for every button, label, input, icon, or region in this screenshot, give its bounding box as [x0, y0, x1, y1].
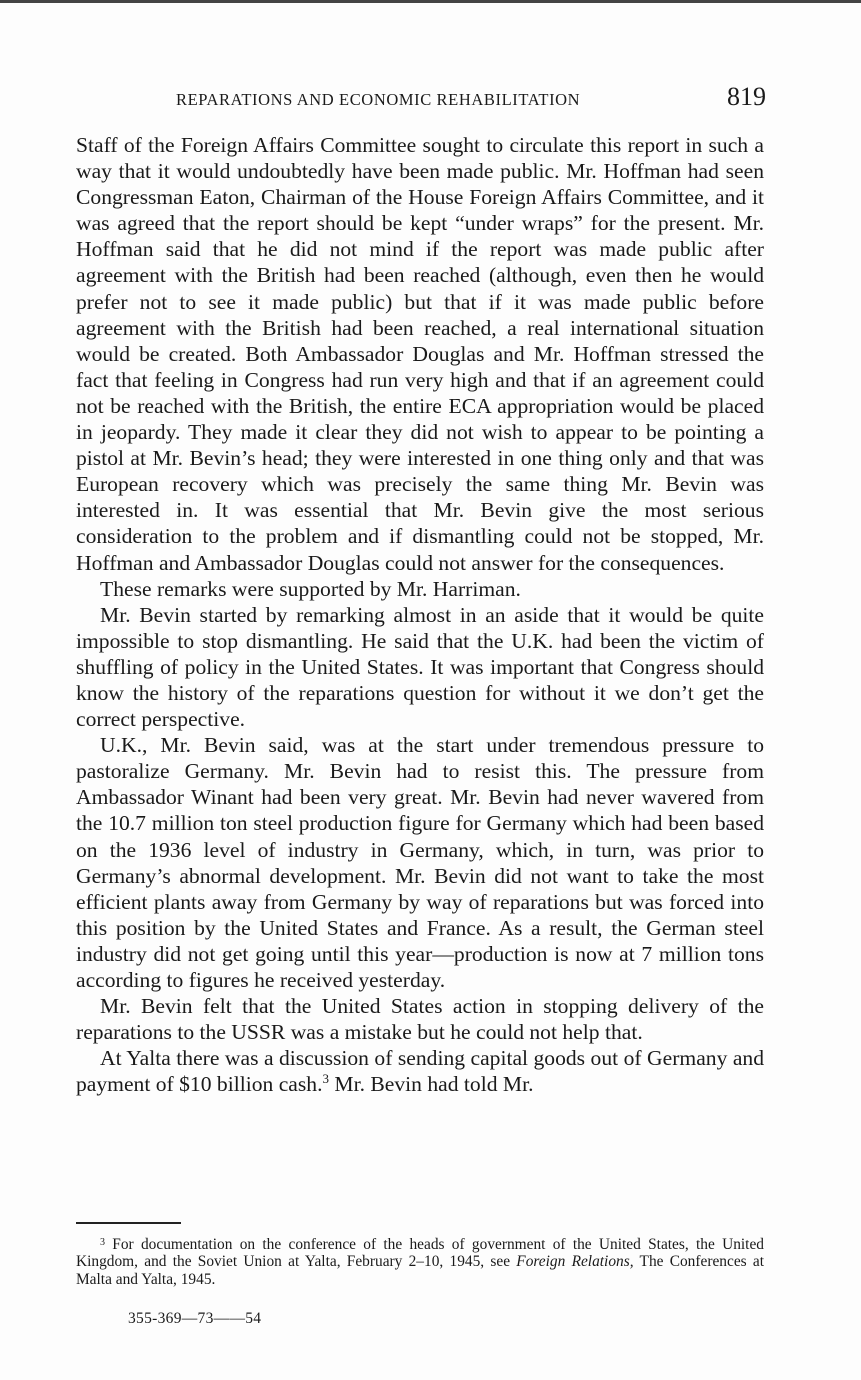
paragraph: Mr. Bevin felt that the United States action in stopping delivery of the reparations to the USSR was a mistake but he could not help that.: [76, 994, 764, 1045]
paragraph: These remarks were supported by Mr. Harriman.: [100, 576, 521, 601]
footnote-marker: 3: [100, 1237, 105, 1248]
footnote: [76, 1236, 764, 1288]
footnote-text: The Conferences at Malta and Yalta, 1945.: [76, 1253, 765, 1288]
paragraph-last: [76, 1045, 764, 1097]
footnote-citation-title: Foreign Relations,: [516, 1253, 634, 1271]
body-text: [76, 132, 764, 1097]
paragraph-text: Mr. Bevin had told Mr.: [328, 1072, 534, 1097]
page-number: 819: [727, 82, 766, 111]
paragraph-continuation: Staff of the Foreign Affairs Committee sought to circulate this report in such a way that it would undoubtedly have been made public. Mr. Hoffman had seen Congressman Eaton, Chairman of the House Foreign Affairs Committee, and it was agreed that the report should be kept “under wraps” for the present. Mr. Hoffman said that he did not mind if the report was made public after agreement with the British had been reached (although, even then he would prefer not to see it made public) but that if it was made public before agreement with the British had been reached, a real international situation would be created. Both Ambassador Douglas and Mr. Hoffman stressed the fact that feeling in Congress had run very high and that if an agreement could not be reached with the British, the entire ECA appropriation would be placed in jeopardy. They made it clear they did not wish to appear to be pointing a pistol at Mr. Bevin’s head; they were interested in one thing only and that was European recovery which was precisely the same thing Mr. Bevin was interested in. It was essential that Mr. Bevin give the most serious consideration to the problem and if dismantling could not be stopped, Mr. Hoffman and Ambassador Douglas could not answer for the consequences.: [76, 133, 764, 575]
paragraph: U.K., Mr. Bevin said, was at the start under tremendous pressure to pastoralize Germany. Mr. Bevin had to resist this. The pressure from Ambassador Winant had been very great. Mr. Bevin had never wavered from the 10.7 million ton steel production figure for Germany which had been based on the 1936 level of industry in Germany, which, in turn, was prior to Germany’s abnormal development. Mr. Bevin did not want to take the most efficient plants away from Germany by way of reparations but was forced into this position by the United States and France. As a result, the German steel industry did not get going until this year—production is now at 7 million tons according to figures he received yesterday.: [76, 733, 764, 992]
footnote-text: For documentation on the conference of the heads of government of the United States, the United Kingdom, and the Soviet Union at Yalta, February 2–10, 1945, see: [76, 1236, 764, 1271]
footnote-separator: [76, 1222, 181, 1224]
running-title: REPARATIONS AND ECONOMIC REHABILITATION: [176, 90, 581, 109]
footnote-reference: 3: [322, 1071, 329, 1087]
paragraph-text: At Yalta there was a discussion of sending capital goods out of Germany and payment of $10 billion cash.: [76, 1046, 764, 1097]
paragraph: Mr. Bevin started by remarking almost in an aside that it would be quite impossible to stop dismantling. He said that the U.K. had been the victim of shuffling of policy in the United States. It was important that Congress should know the history of the reparations question for without it we don’t get the correct perspective.: [76, 602, 764, 732]
page-top-edge: [0, 0, 861, 3]
running-head: [76, 82, 766, 116]
printer-imprint: 355-369—73——54: [128, 1310, 262, 1327]
